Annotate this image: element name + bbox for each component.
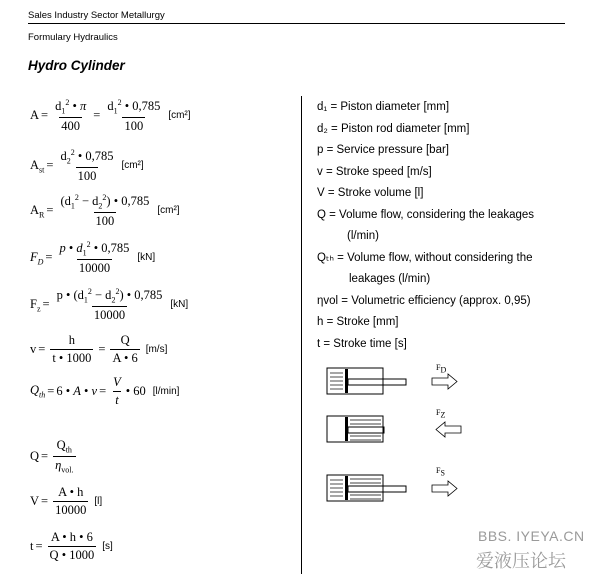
section-title: Hydro Cylinder (28, 58, 125, 73)
def-v: v = Stroke speed [m/s] (317, 165, 432, 178)
formula-speed: v = $\frac{h}{t • 1000}$ = $\frac{Q}{A • 6}$ [m/s] (30, 333, 168, 365)
def-volume: V = Stroke volume [l] (317, 187, 424, 199)
unit-l: [l] (94, 496, 103, 507)
def-d1: d₁ = Piston diameter [mm] (317, 101, 450, 113)
formula-area-piston: A = $\frac{d_1^2 • \pi}{400}$ = $\frac{d_1^2 • 0,785}{100}$ [cm²] (30, 98, 191, 133)
unit-cm2: [cm²] (157, 205, 180, 217)
formula-volume: V = $\frac{A • h}{10000}$ [l] (30, 485, 103, 517)
force-label-s: $F_S$ (436, 466, 445, 478)
def-p: p = Service pressure [bar] (317, 144, 449, 156)
def-q-cont: (l/min) (347, 230, 379, 242)
formula-area-rod: $A_{st}$ = $\frac{d_2^2 • 0,785}{100}$ [cm²] (30, 148, 144, 183)
watermark-text: 爱液压论坛 (476, 551, 566, 571)
watermark-url: BBS. IYEYA.CN (478, 528, 585, 544)
unit-kn: [kN] (137, 252, 156, 264)
header-rule (28, 23, 565, 24)
column-divider (301, 96, 302, 574)
unit-cm2: [cm²] (168, 110, 191, 122)
unit-kn: [kN] (170, 299, 189, 311)
def-t: t = Stroke time [s] (317, 337, 407, 350)
formula-flow: Q = $\frac{Q_{th}}{\eta_{vol.}}$ (30, 438, 74, 474)
header-title: Sales Industry Sector Metallurgy (28, 10, 165, 21)
def-qth-cont: leakages (l/min) (349, 273, 431, 285)
force-label-d: $F_D$ (436, 363, 447, 375)
header-subtitle: Formulary Hydraulics (28, 32, 118, 43)
def-d2: d₂ = Piston rod diameter [mm] (317, 122, 470, 135)
cylinder-diagram-differential (326, 474, 466, 504)
definitions-list (317, 97, 534, 355)
force-label-z: $F_Z$ (436, 408, 446, 420)
def-qth: Qₜₕ = Volume flow, without considering the (317, 251, 533, 264)
def-nvol: ηvol = Volumetric efficiency (approx. 0,95) (317, 294, 531, 307)
formula-force-z: $F_z$ = $\frac{p • (d_1^2 - d_2^2) • 0,785}{10000}$ [kN] (30, 287, 189, 322)
unit-lmin: [l/min] (152, 386, 180, 397)
formula-time: t = $\frac{A • h • 6}{Q • 1000}$ [s] (30, 530, 113, 562)
def-q: Q = Volume flow, considering the leakages (317, 208, 535, 221)
unit-s: [s] (102, 541, 113, 552)
unit-ms: [m/s] (145, 344, 168, 355)
formula-flow-theoretical: $Q_{th}$ = 6 • A • v = $\frac{V}{t}$ • 60 [l/min] (30, 375, 180, 407)
def-h: h = Stroke [mm] (317, 316, 399, 328)
unit-cm2: [cm²] (121, 160, 144, 172)
formula-force-d: $F_D$ = $\frac{p • d_1^2 • 0,785}{10000}$ [kN] (30, 240, 156, 275)
formula-area-ring: $A_R$ = $\frac{(d_1^2 - d_2^2) • 0,785}{100}$ [cm²] (30, 193, 180, 228)
